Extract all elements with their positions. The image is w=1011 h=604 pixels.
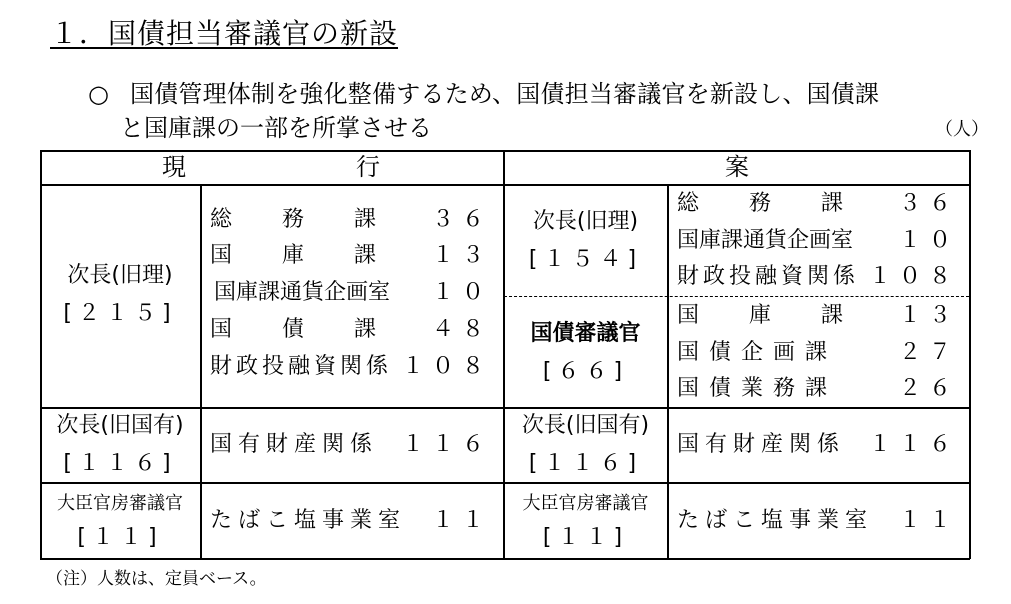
bullet-text-line1: 国債管理体制を強化整備するため、国債担当審議官を新設し、国債課 [130,80,880,108]
proposal-deputy-count: [１５４] [528,247,643,272]
proposal-row: 財政投融資関係 １０８ [677,264,959,289]
proposal-row: 国債企画課 ２７ [677,340,959,365]
current-deputy-count: [２１５] [63,301,177,326]
current-deputy2-count: [１１６] [63,451,177,476]
header-current-2: 行 [356,153,380,181]
proposal-dashed-divider [504,296,969,297]
current-row: 国庫課通貨企画室 １０ [214,280,492,305]
row-divider-1 [40,407,970,409]
proposal-councillor-title: 大臣官房審議官 [522,493,649,514]
current-row: 国有財産関係 １１６ [210,432,492,457]
comparison-table [40,150,970,560]
proposal-deputy2-title: 次長(旧国有) [521,413,650,438]
proposal-bond-councillor-title: 国債審議官 [530,321,641,346]
proposal-row: 総 務 課 ３６ [677,191,959,216]
row-divider-2 [40,482,970,484]
header-current-1: 現 [162,153,186,181]
current-row: 国 庫 課 １３ [210,243,492,268]
proposal-row: 国債業務課 ２６ [677,376,959,401]
bullet-text-line2: と国庫課の一部を所掌させる [120,114,432,142]
proposal-councillor-count: [１１] [542,525,629,550]
proposal-row: 国 庫 課 １３ [677,303,959,328]
bullet-mark: ○ [88,80,109,108]
proposal-row: 国有財産関係 １１６ [677,432,959,457]
current-row: たばこ塩事業室 １１ [210,508,492,533]
footnote: （注）人数は、定員ベース。 [46,569,267,589]
current-councillor-count: [１１] [77,525,163,550]
header-divider [40,184,970,186]
section-heading: １．国債担当審議官の新設 [50,17,399,50]
current-row: 国 債 課 ４８ [210,317,492,342]
header-proposal: 案 [725,153,749,181]
current-row: 総 務 課 ３６ [210,207,492,232]
current-deputy-title: 次長(旧理) [67,263,173,288]
proposal-row: たばこ塩事業室 １１ [677,508,959,533]
proposal-bond-councillor-count: [６６] [542,359,629,384]
current-councillor-title: 大臣官房審議官 [57,493,183,514]
proposal-deputy-title: 次長(旧理) [532,209,639,234]
current-deputy2-title: 次長(旧国有) [56,413,184,438]
table-border-right [969,150,971,559]
proposal-row: 国庫課通貨企画室 １０ [677,228,959,253]
proposal-deputy2-count: [１１６] [528,451,643,476]
current-inner-divider [200,184,202,559]
table-border-bottom [40,558,970,560]
current-row: 財政投融資関係 １０８ [210,354,492,379]
proposal-inner-divider [667,184,669,559]
unit-label: （人） [935,119,989,140]
